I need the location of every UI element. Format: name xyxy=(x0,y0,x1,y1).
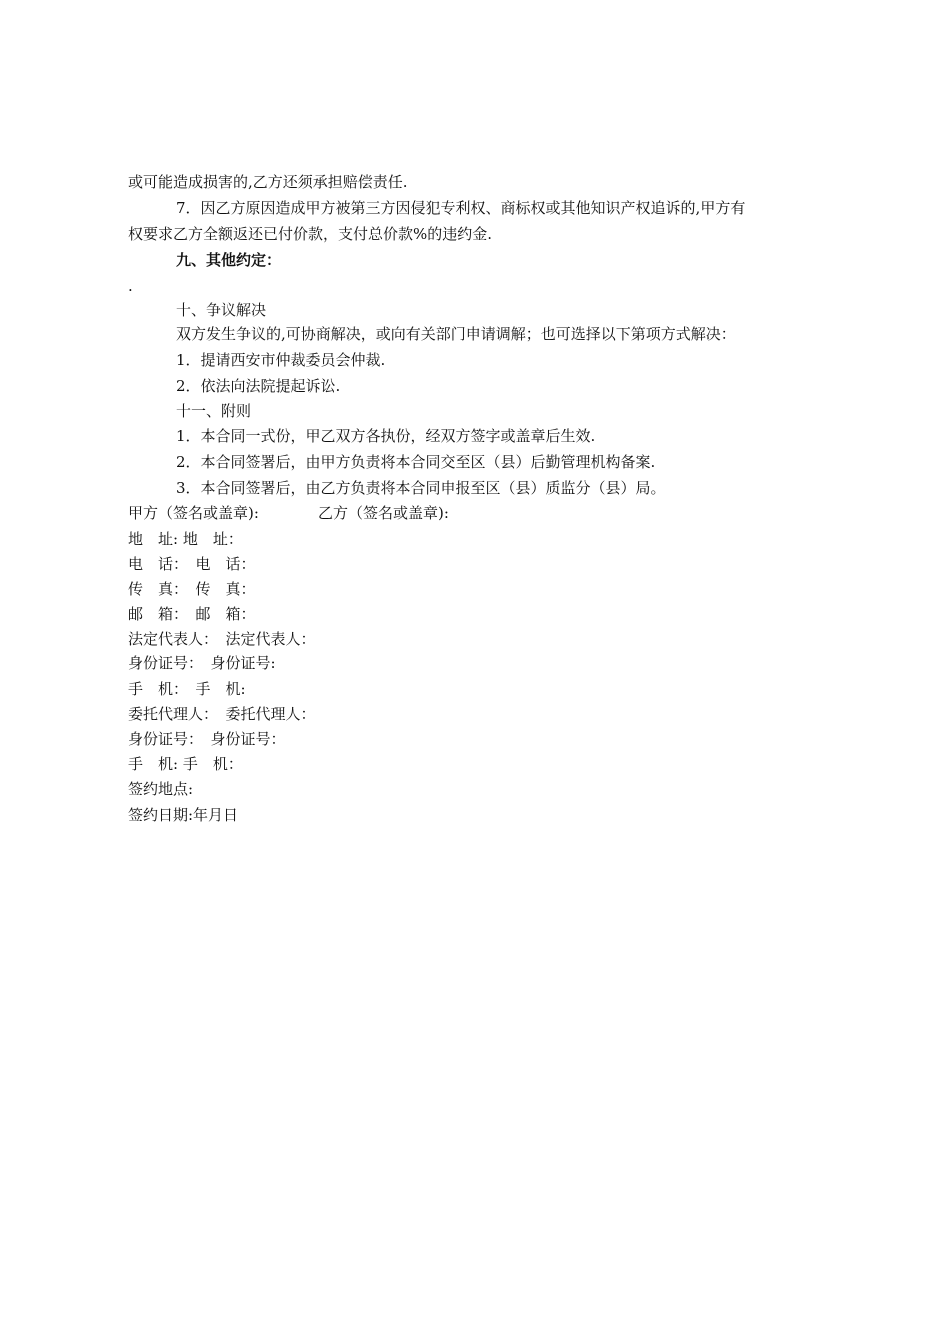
signature-email: 邮 箱： 邮 箱： xyxy=(128,605,256,623)
section-11-item-3: 3．本合同签署后，由乙方负责将本合同申报至区（县）质监分（县）局。 xyxy=(176,479,666,497)
clause-7-line-2: 权要求乙方全额返还已付价款，支付总价款%的违约金. xyxy=(128,225,493,243)
blank-dot: . xyxy=(128,277,133,295)
paragraph-continuation: 或可能造成损害的,乙方还须承担赔偿责任. xyxy=(128,173,408,191)
signing-date: 签约日期:年月日 xyxy=(128,806,239,824)
signature-agent: 委托代理人： 委托代理人： xyxy=(128,705,316,723)
heading-section-10: 十、争议解决 xyxy=(176,301,267,319)
signature-id-number-1: 身份证号： 身份证号: xyxy=(128,654,276,672)
section-11-item-2: 2．本合同签署后，由甲方负责将本合同交至区（县）后勤管理机构备案. xyxy=(176,453,656,471)
section-10-item-2: 2．依法向法院提起诉讼. xyxy=(176,377,341,395)
signing-place: 签约地点: xyxy=(128,780,194,798)
heading-section-11: 十一、附则 xyxy=(176,402,252,420)
signature-party-a: 甲方（签名或盖章): xyxy=(128,504,259,522)
signature-mobile-2: 手 机: 手 机： xyxy=(128,755,243,773)
section-10-intro: 双方发生争议的,可协商解决，或向有关部门申请调解；也可选择以下第项方式解决： xyxy=(176,325,736,343)
signature-mobile-1: 手 机： 手 机: xyxy=(128,680,246,698)
section-10-item-1: 1．提请西安市仲裁委员会仲裁. xyxy=(176,351,386,369)
signature-party-b: 乙方（签名或盖章): xyxy=(318,504,449,522)
clause-7-line-1: 7．因乙方原因造成甲方被第三方因侵犯专利权、商标权或其他知识产权追诉的,甲方有 xyxy=(176,199,746,217)
signature-id-number-2: 身份证号： 身份证号： xyxy=(128,730,286,748)
section-11-item-1: 1．本合同一式份，甲乙双方各执份，经双方签字或盖章后生效. xyxy=(176,427,596,445)
signature-phone: 电 话： 电 话： xyxy=(128,555,256,573)
signature-legal-rep: 法定代表人： 法定代表人： xyxy=(128,630,316,648)
heading-section-9: 九、其他约定： xyxy=(176,251,282,269)
signature-address: 地 址: 地 址： xyxy=(128,530,243,548)
signature-fax: 传 真： 传 真： xyxy=(128,580,256,598)
